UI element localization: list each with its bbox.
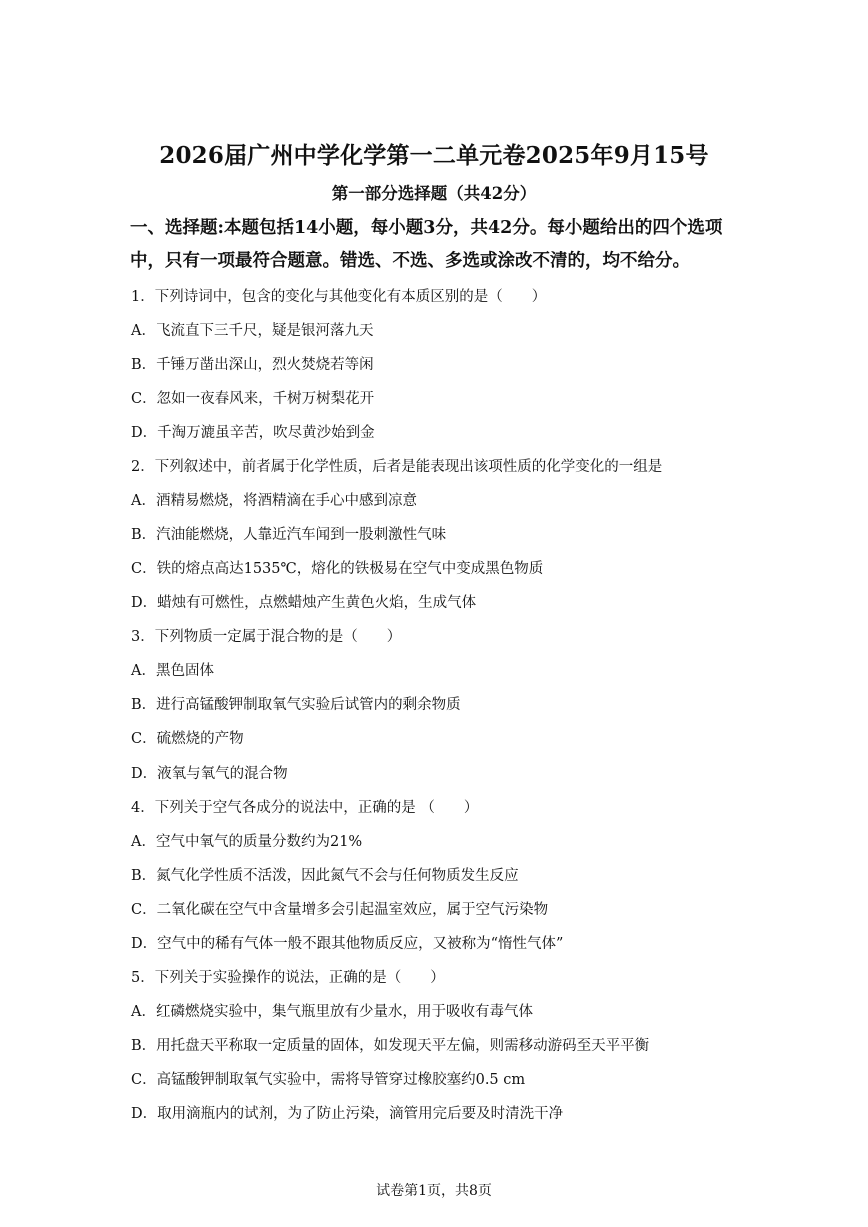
question-4-stem: 4．下列关于空气各成分的说法中，正确的是 （ ） bbox=[131, 800, 479, 816]
question-5-option-d: D．取用滴瓶内的试剂，为了防止污染，滴管用完后要及时清洗干净 bbox=[131, 1106, 564, 1122]
question-5-option-c: C．高锰酸钾制取氧气实验中，需将导管穿过橡胶塞约0.5 cm bbox=[131, 1072, 526, 1088]
question-5-option-a: A．红磷燃烧实验中，集气瓶里放有少量水，用于吸收有毒气体 bbox=[131, 1004, 533, 1020]
question-3-option-c: C．硫燃烧的产物 bbox=[131, 731, 244, 747]
section-instructions-line-1: 一、选择题:本题包括14小题，每小题3分，共42分。每小题给出的四个选项 bbox=[130, 218, 723, 238]
question-2-option-c: C．铁的熔点高达1535℃，熔化的铁极易在空气中变成黑色物质 bbox=[131, 561, 544, 577]
question-1-option-a: A．飞流直下三千尺，疑是银河落九天 bbox=[131, 323, 374, 339]
question-5-option-b: B．用托盘天平称取一定质量的固体，如发现天平左偏，则需移动游码至天平平衡 bbox=[131, 1038, 650, 1054]
question-4-option-a: A．空气中氧气的质量分数约为21% bbox=[131, 834, 363, 850]
section-instructions bbox=[130, 212, 750, 278]
question-4-option-d: D．空气中的稀有气体一般不跟其他物质反应，又被称为“惰性气体” bbox=[131, 936, 564, 952]
question-3-option-d: D．液氧与氧气的混合物 bbox=[131, 766, 288, 782]
page-footer: 试卷第1页，共8页 bbox=[376, 1183, 492, 1199]
question-2-option-b: B．汽油能燃烧，人靠近汽车闻到一股刺激性气味 bbox=[131, 527, 447, 543]
question-2-option-a: A．酒精易燃烧，将酒精滴在手心中感到凉意 bbox=[131, 493, 417, 509]
question-1-option-c: C．忽如一夜春风来，千树万树梨花开 bbox=[131, 391, 375, 407]
question-3-option-a: A．黑色固体 bbox=[131, 663, 214, 679]
question-1-option-d: D．千淘万漉虽辛苦，吹尽黄沙始到金 bbox=[131, 425, 375, 441]
question-3-stem: 3．下列物质一定属于混合物的是（ ） bbox=[131, 629, 402, 645]
question-3-option-b: B．进行高锰酸钾制取氧气实验后试管内的剩余物质 bbox=[131, 697, 461, 713]
section-instructions-line-2: 中，只有一项最符合题意。错选、不选、多选或涂改不清的，均不给分。 bbox=[130, 251, 690, 271]
part-heading: 第一部分选择题（共42分） bbox=[331, 184, 537, 203]
question-4-option-b: B．氮气化学性质不活泼，因此氮气不会与任何物质发生反应 bbox=[131, 868, 519, 884]
question-1-stem: 1．下列诗词中，包含的变化与其他变化有本质区别的是（ ） bbox=[131, 289, 547, 305]
question-5-stem: 5．下列关于实验操作的说法，正确的是（ ） bbox=[131, 970, 445, 986]
question-2-option-d: D．蜡烛有可燃性，点燃蜡烛产生黄色火焰，生成气体 bbox=[131, 595, 477, 611]
question-4-option-c: C．二氧化碳在空气中含量增多会引起温室效应，属于空气污染物 bbox=[131, 902, 549, 918]
exam-title: 2026届广州中学化学第一二单元卷2025年9月15号 bbox=[159, 142, 709, 169]
question-1-option-b: B．千锤万凿出深山，烈火焚烧若等闲 bbox=[131, 357, 374, 373]
question-2-stem: 2．下列叙述中，前者属于化学性质，后者是能表现出该项性质的化学变化的一组是 bbox=[131, 459, 663, 475]
